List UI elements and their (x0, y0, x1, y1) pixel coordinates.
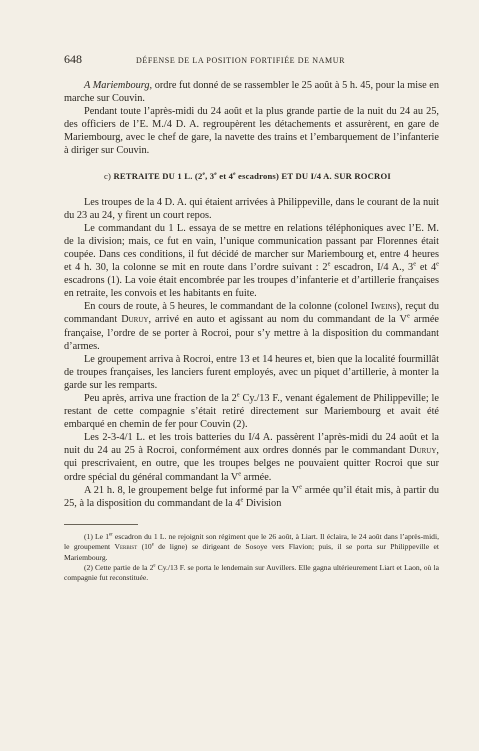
paragraph-1: A Mariembourg, ordre fut donné de se rassembler le 25 août à 5 h. 45, pour la mise en marche sur Couvin. (64, 80, 439, 105)
paragraph-9: A 21 h. 8, le groupement belge fut informé par la Ve armée qu’il était mis, à partir du 25, à la disposition du commandant de la 4e Division (64, 483, 439, 509)
main-text (64, 79, 439, 510)
paragraph-2: Pendant toute l’après-midi du 24 août et la plus grande partie de la nuit du 24 au 25, des officiers de l’E. M./4 D. A. regroupèrent les détachements et assurèrent, en gare de Mariembourg, avec le chef de gare, la navette des trains et l’embarquement de l’infanterie à diriger sur Couvin. (64, 106, 439, 157)
footnote-1: (1) Le 1er escadron du 1 L. ne rejoignit son régiment que le 26 août, à Liart. Il éclaira, le 24 août dans l’après-midi, le groupement Verbist (10e de ligne) se dirigeant de Sosoye vers Flavion; puis, il se porta sur Philippeville et Mariembourg. (64, 531, 439, 562)
footnote-2: (2) Cette partie de la 2e Cy./13 F. se porta le lendemain sur Auvillers. Elle gagna ultérieurement Liart et Laon, où la compagnie fut reconstituée. (64, 563, 439, 583)
paragraph-4: Le commandant du 1 L. essaya de se mettre en relations téléphoniques avec l’E. M. de la division; mais, ce fut en vain, l’unique communication passant par Florennes était coupée. Dans ces conditions, il fut décidé de marcher sur Mariembourg et, entre 4 heures et 4 h. 30, la colonne se mit en route dans l’ordre suivant : 2e escadron, I/4 A., 3e et 4e escadrons (1). La voie était encombrée par les troupes d’infanterie et d’artillerie françaises en retraite, les convois et les habitants en fuite. (64, 222, 439, 300)
footnote-divider (64, 524, 138, 525)
page-number: 648 (64, 52, 82, 66)
section-heading: c) RETRAITE DU 1 L. (2e, 3e et 4e escadrons) ET DU I/4 A. SUR ROCROI (104, 170, 391, 181)
paragraph-7: Peu après, arriva une fraction de la 2e Cy./13 F., venant également de Philippeville; le restant de cette compagnie s’était retiré directement sur Mariembourg et avait été embarqué en chemin de fer pour Couvin (2). (64, 391, 439, 431)
paragraph-5: En cours de route, à 5 heures, le commandant de la colonne (colonel Iweins), reçut du commandant Duruy, arrivé en auto et agissant au nom du commandant de la Ve armée française, l’ordre de se porter à Rocroi, pour s’y mettre à la disposition du commandant d’armes. (64, 301, 440, 352)
paragraph-6: Le groupement arriva à Rocroi, entre 13 et 14 heures et, bien que la localité fourmillât de troupes françaises, les lanciers furent employés, avec un piquet d’artillerie, à monter la garde sur les remparts. (64, 353, 439, 391)
page-header (64, 52, 439, 67)
paragraph-8: Les 2-3-4/1 L. et les trois batteries du I/4 A. passèrent l’après-midi du 24 août et la nuit du 24 au 25 à Rocroi, conformément aux ordres donnés par le commandant Duruy, qui prescrivaient, en outre, que les troupes belges ne pouvaient quitter Rocroi que sur ordre spécial du général commandant la Ve armée. (64, 432, 439, 483)
footnotes (64, 532, 439, 584)
running-head: DÉFENSE DE LA POSITION FORTIFIÉE DE NAMUR (136, 56, 346, 65)
paragraph-3: Les troupes de la 4 D. A. qui étaient arrivées à Philippeville, dans le courant de la nuit du 23 au 24, y firent un court repos. (64, 196, 439, 221)
